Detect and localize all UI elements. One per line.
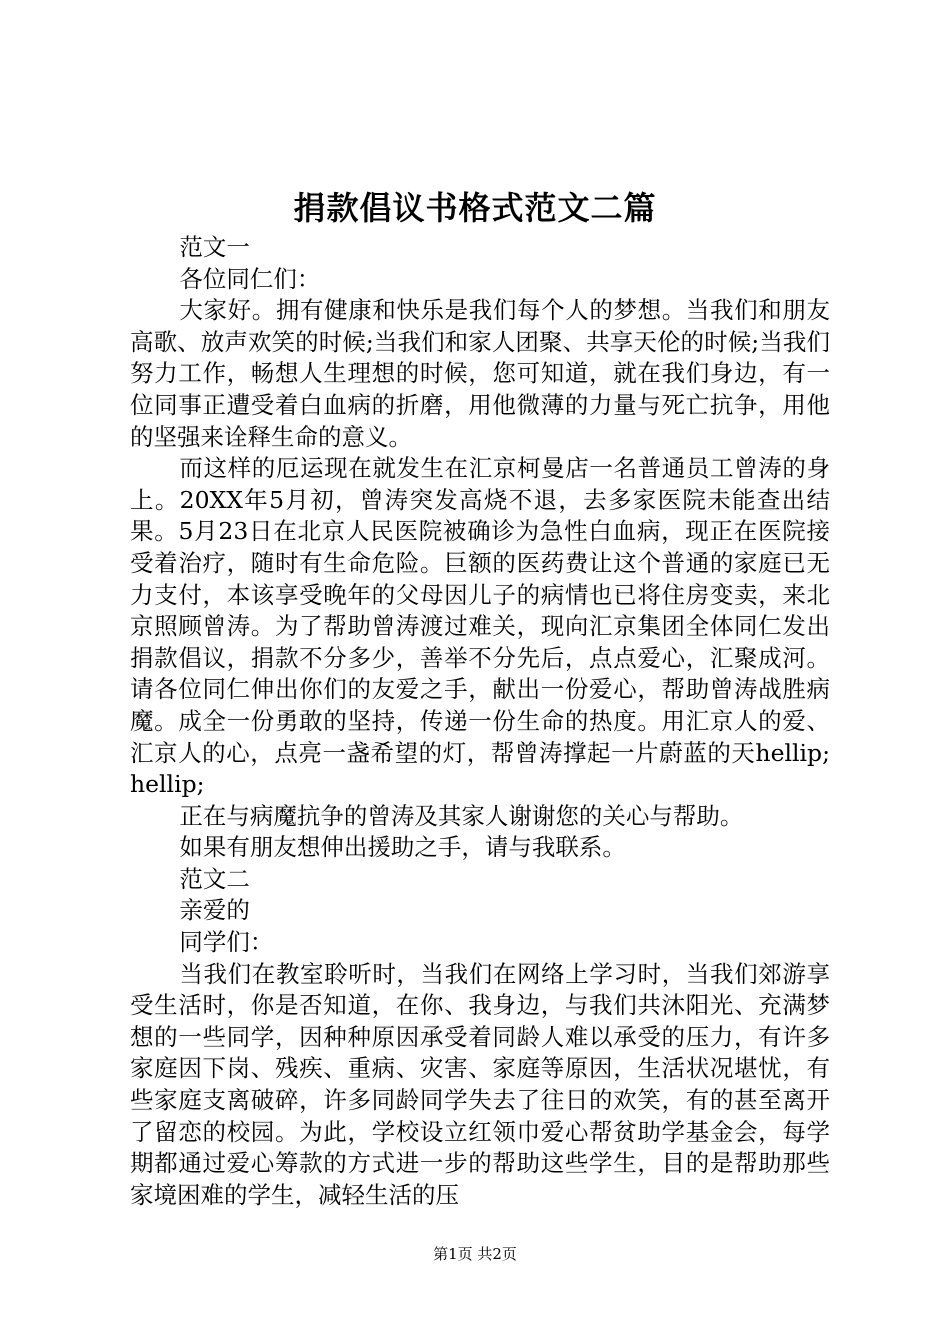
paragraph: 正在与病魔抗争的曾涛及其家人谢谢您的关心与帮助。 bbox=[179, 801, 744, 830]
paragraph: 当我们在教室聆听时，当我们在网络上学习时，当我们郊游享受生活时，你是否知道，在你、我身边，与我们共沐阳光、充满梦想的一些同学，因种种原因承受着同龄人难以承受的压力，有许多家庭因下岗、残疾、重病、灾害、家庭等原因，生活状况堪忧，有些家庭支离破碎，许多同龄同学失去了往日的欢笑，有的甚至离开了留恋的校园。为此，学校设立红领巾爱心帮贫助学基金会，每学期都通过爱心筹款的方式进一步的帮助这些学生，目的是帮助那些家境困难的学生，减轻生活的压 bbox=[130, 959, 830, 1209]
paragraph-heading-1: 范文一 bbox=[179, 233, 250, 261]
document-title: 捐款倡议书格式范文二篇 bbox=[293, 189, 657, 227]
paragraph-salutation-2b: 同学们： bbox=[179, 928, 274, 957]
paragraph: 而这样的厄运现在就发生在汇京柯曼店一名普通员工曾涛的身上。20XX年5月初，曾涛突发高烧不退，去多家医院未能查出结果。5月23日在北京人民医院被确诊为急性白血病，现正在医院接受着治疗，随时有生命危险。巨额的医药费让这个普通的家庭已无力支付，本该享受晚年的父母因儿子的病情也已将住房变卖，来北京照顾曾涛。为了帮助曾涛渡过难关，现向汇京集团全体同仁发出捐款倡议，捐款不分多少，善举不分先后，点点爱心，汇聚成河。请各位同仁伸出你们的友爱之手，献出一份爱心，帮助曾涛战胜病魔。成全一份勇敢的坚持，传递一份生命的热度。用汇京人的爱、汇京人的心，点亮一盏希望的灯，帮曾涛撑起一片蔚蓝的天hellip;hellip; bbox=[130, 454, 830, 799]
paragraph-salutation-1: 各位同仁们： bbox=[179, 264, 321, 293]
paragraph-salutation-2a: 亲爱的 bbox=[179, 896, 250, 925]
paragraph-heading-2: 范文二 bbox=[179, 864, 250, 893]
document-body bbox=[130, 232, 830, 1211]
paragraph: 如果有朋友想伸出援助之手，请与我联系。 bbox=[179, 833, 626, 862]
paragraph: 大家好。拥有健康和快乐是我们每个人的梦想。当我们和朋友高歌、放声欢笑的时候;当我们和家人团聚、共享天伦的时候;当我们努力工作，畅想人生理想的时候，您可知道，就在我们身边，有一位同事正遭受着白血病的折磨，用他微薄的力量与死亡抗争，用他的坚强来诠释生命的意义。 bbox=[130, 296, 830, 451]
page-number-footer: 第1页 共2页 bbox=[433, 1245, 517, 1263]
